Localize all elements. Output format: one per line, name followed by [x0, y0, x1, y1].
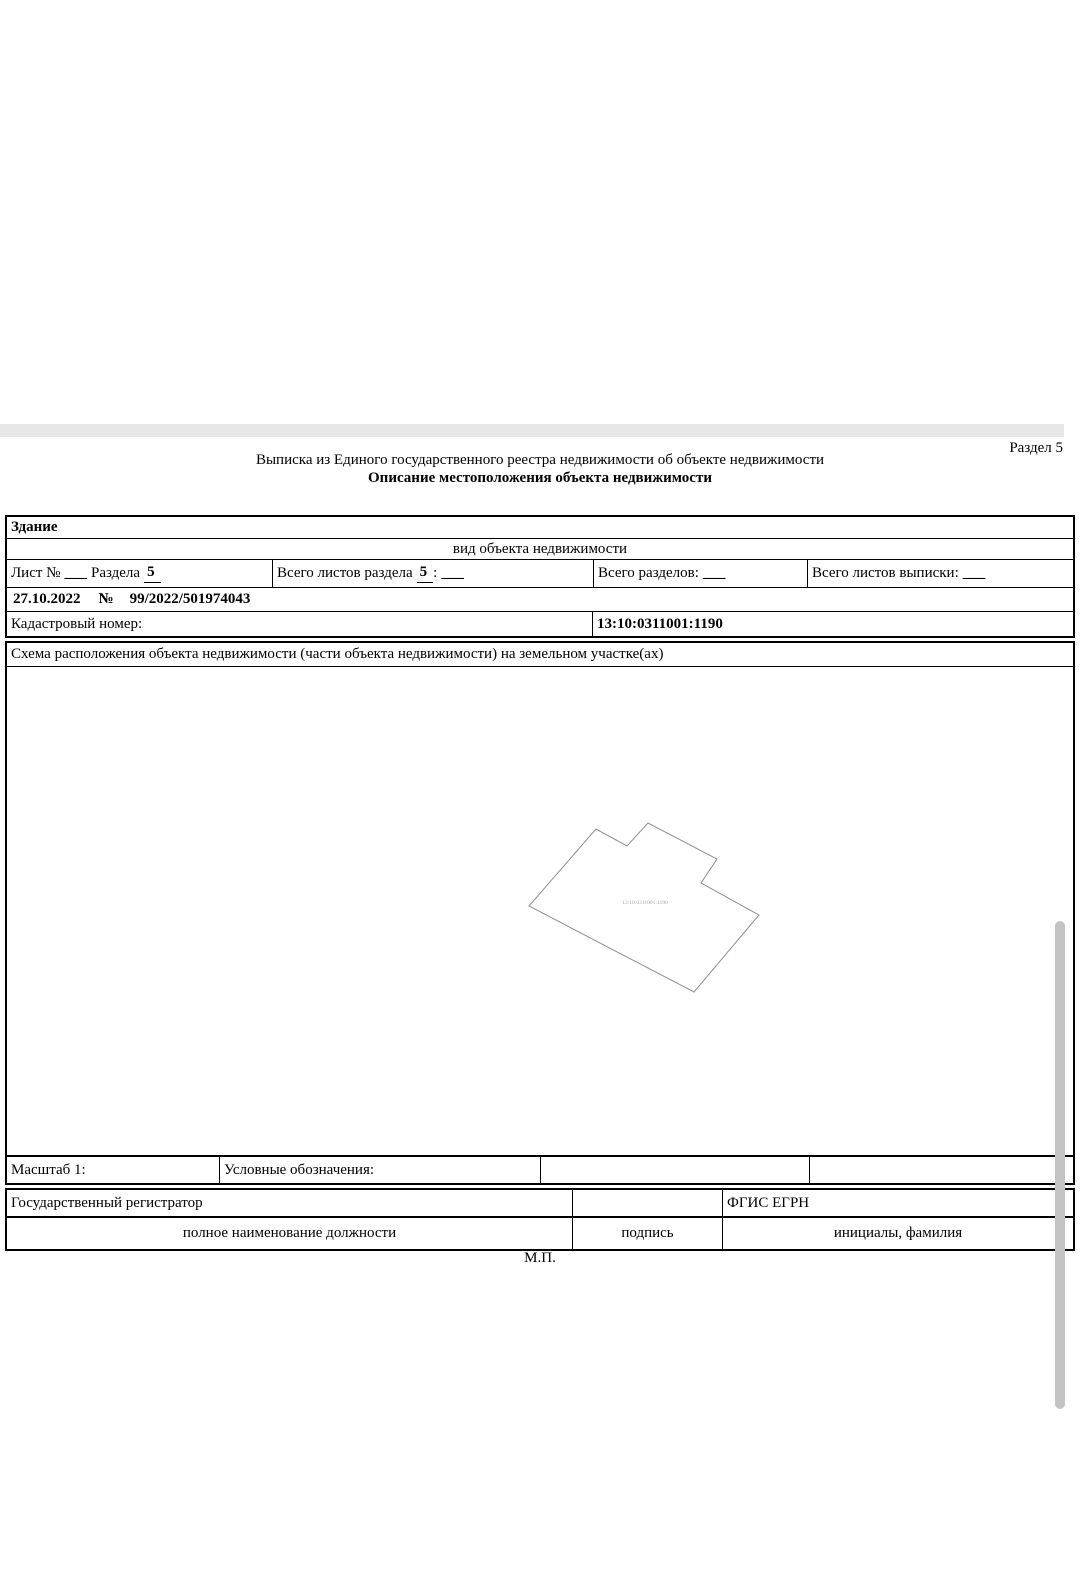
- name-caption-cell: [722, 1218, 1073, 1249]
- position-caption-cell: [7, 1218, 572, 1249]
- number-sign: №: [98, 591, 114, 607]
- total-section-sheets-blank: ___: [441, 565, 464, 581]
- total-section-sheets-label: Всего листов раздела: [277, 565, 413, 581]
- total-extract-sheets-label: Всего листов выписки:: [812, 565, 959, 581]
- signature-caption: подпись: [621, 1225, 674, 1241]
- extract-date-number-row: [7, 587, 1073, 611]
- cadastral-value-cell: [592, 612, 1073, 636]
- signature-table: [5, 1188, 1075, 1251]
- extract-date: 27.10.2022: [13, 591, 81, 607]
- scale-row-empty-cell-2: [809, 1157, 1073, 1183]
- schema-header-label: Схема расположения объекта недвижимости (части объекта недвижимости) на земельном участке(ах): [11, 646, 664, 662]
- registrar-label: Государственный регистратор: [11, 1194, 203, 1211]
- system-cell: [722, 1190, 1073, 1216]
- schema-header-row: [7, 643, 1073, 666]
- object-kind-caption-row: [7, 538, 1073, 559]
- extract-number: 99/2022/501974043: [129, 591, 251, 607]
- cadastral-number: 13:10:0311001:1190: [597, 615, 723, 632]
- sheet-counts-row: [7, 559, 1073, 587]
- schema-polygon-label: 13:10:0311001:1190: [622, 900, 668, 906]
- total-extract-sheets-blank: ___: [962, 565, 986, 581]
- schema-table: [5, 641, 1075, 1185]
- total-extract-sheets-cell: [807, 560, 1073, 587]
- sheet-number-blank: ___: [64, 565, 87, 581]
- section-label: Раздел 5: [1009, 440, 1063, 456]
- cadastral-label: Кадастровый номер:: [11, 615, 143, 632]
- name-caption: инициалы, фамилия: [833, 1225, 963, 1241]
- page-top-band: [0, 424, 1064, 437]
- cadastral-number-row: [7, 611, 1073, 636]
- signature-empty-cell: [572, 1190, 722, 1216]
- stamp-label: М.П.: [524, 1250, 556, 1266]
- total-section-sheets-cell: [272, 560, 593, 587]
- document-subtitle: Описание местоположения объекта недвижимости: [368, 470, 712, 486]
- position-caption: полное наименование должности: [182, 1225, 397, 1241]
- schema-polygon: [529, 823, 759, 992]
- system-label: ФГИС ЕГРН: [727, 1194, 810, 1211]
- registrar-row: [7, 1190, 1073, 1216]
- total-sections-label: Всего разделов:: [598, 565, 699, 581]
- legend-label: Условные обозначения:: [224, 1161, 375, 1178]
- document-title: Выписка из Единого государственного реестра недвижимости об объекте недвижимости: [255, 452, 825, 468]
- sheet-section-value: 5: [144, 564, 161, 583]
- registrar-cell: [7, 1190, 572, 1216]
- object-kind-value: Здание: [11, 519, 58, 535]
- scale-row-empty-cell-1: [540, 1157, 809, 1183]
- schema-svg: [7, 667, 1073, 1155]
- total-sections-cell: [593, 560, 807, 587]
- scale-label: Масштаб 1:: [11, 1161, 86, 1178]
- legend-cell: [219, 1157, 540, 1183]
- object-kind-row: [7, 517, 1073, 538]
- object-kind-caption: вид объекта недвижимости: [452, 540, 628, 557]
- signature-captions-row: [7, 1216, 1073, 1249]
- scale-cell: [7, 1157, 219, 1183]
- sheet-number-cell: [7, 560, 272, 587]
- total-section-sheets-colon: :: [433, 565, 438, 581]
- object-info-table: [5, 515, 1075, 638]
- scrollbar-thumb[interactable]: [1055, 921, 1065, 1409]
- total-sections-blank: ___: [702, 565, 726, 581]
- schema-drawing-area: [7, 666, 1073, 1155]
- sheet-section-label: Раздела: [90, 565, 141, 581]
- signature-caption-cell: [572, 1218, 722, 1249]
- sheet-label: Лист №: [11, 565, 61, 581]
- cadastral-label-cell: [7, 612, 592, 636]
- scale-legend-row: [7, 1155, 1073, 1183]
- total-section-sheets-value: 5: [417, 564, 434, 583]
